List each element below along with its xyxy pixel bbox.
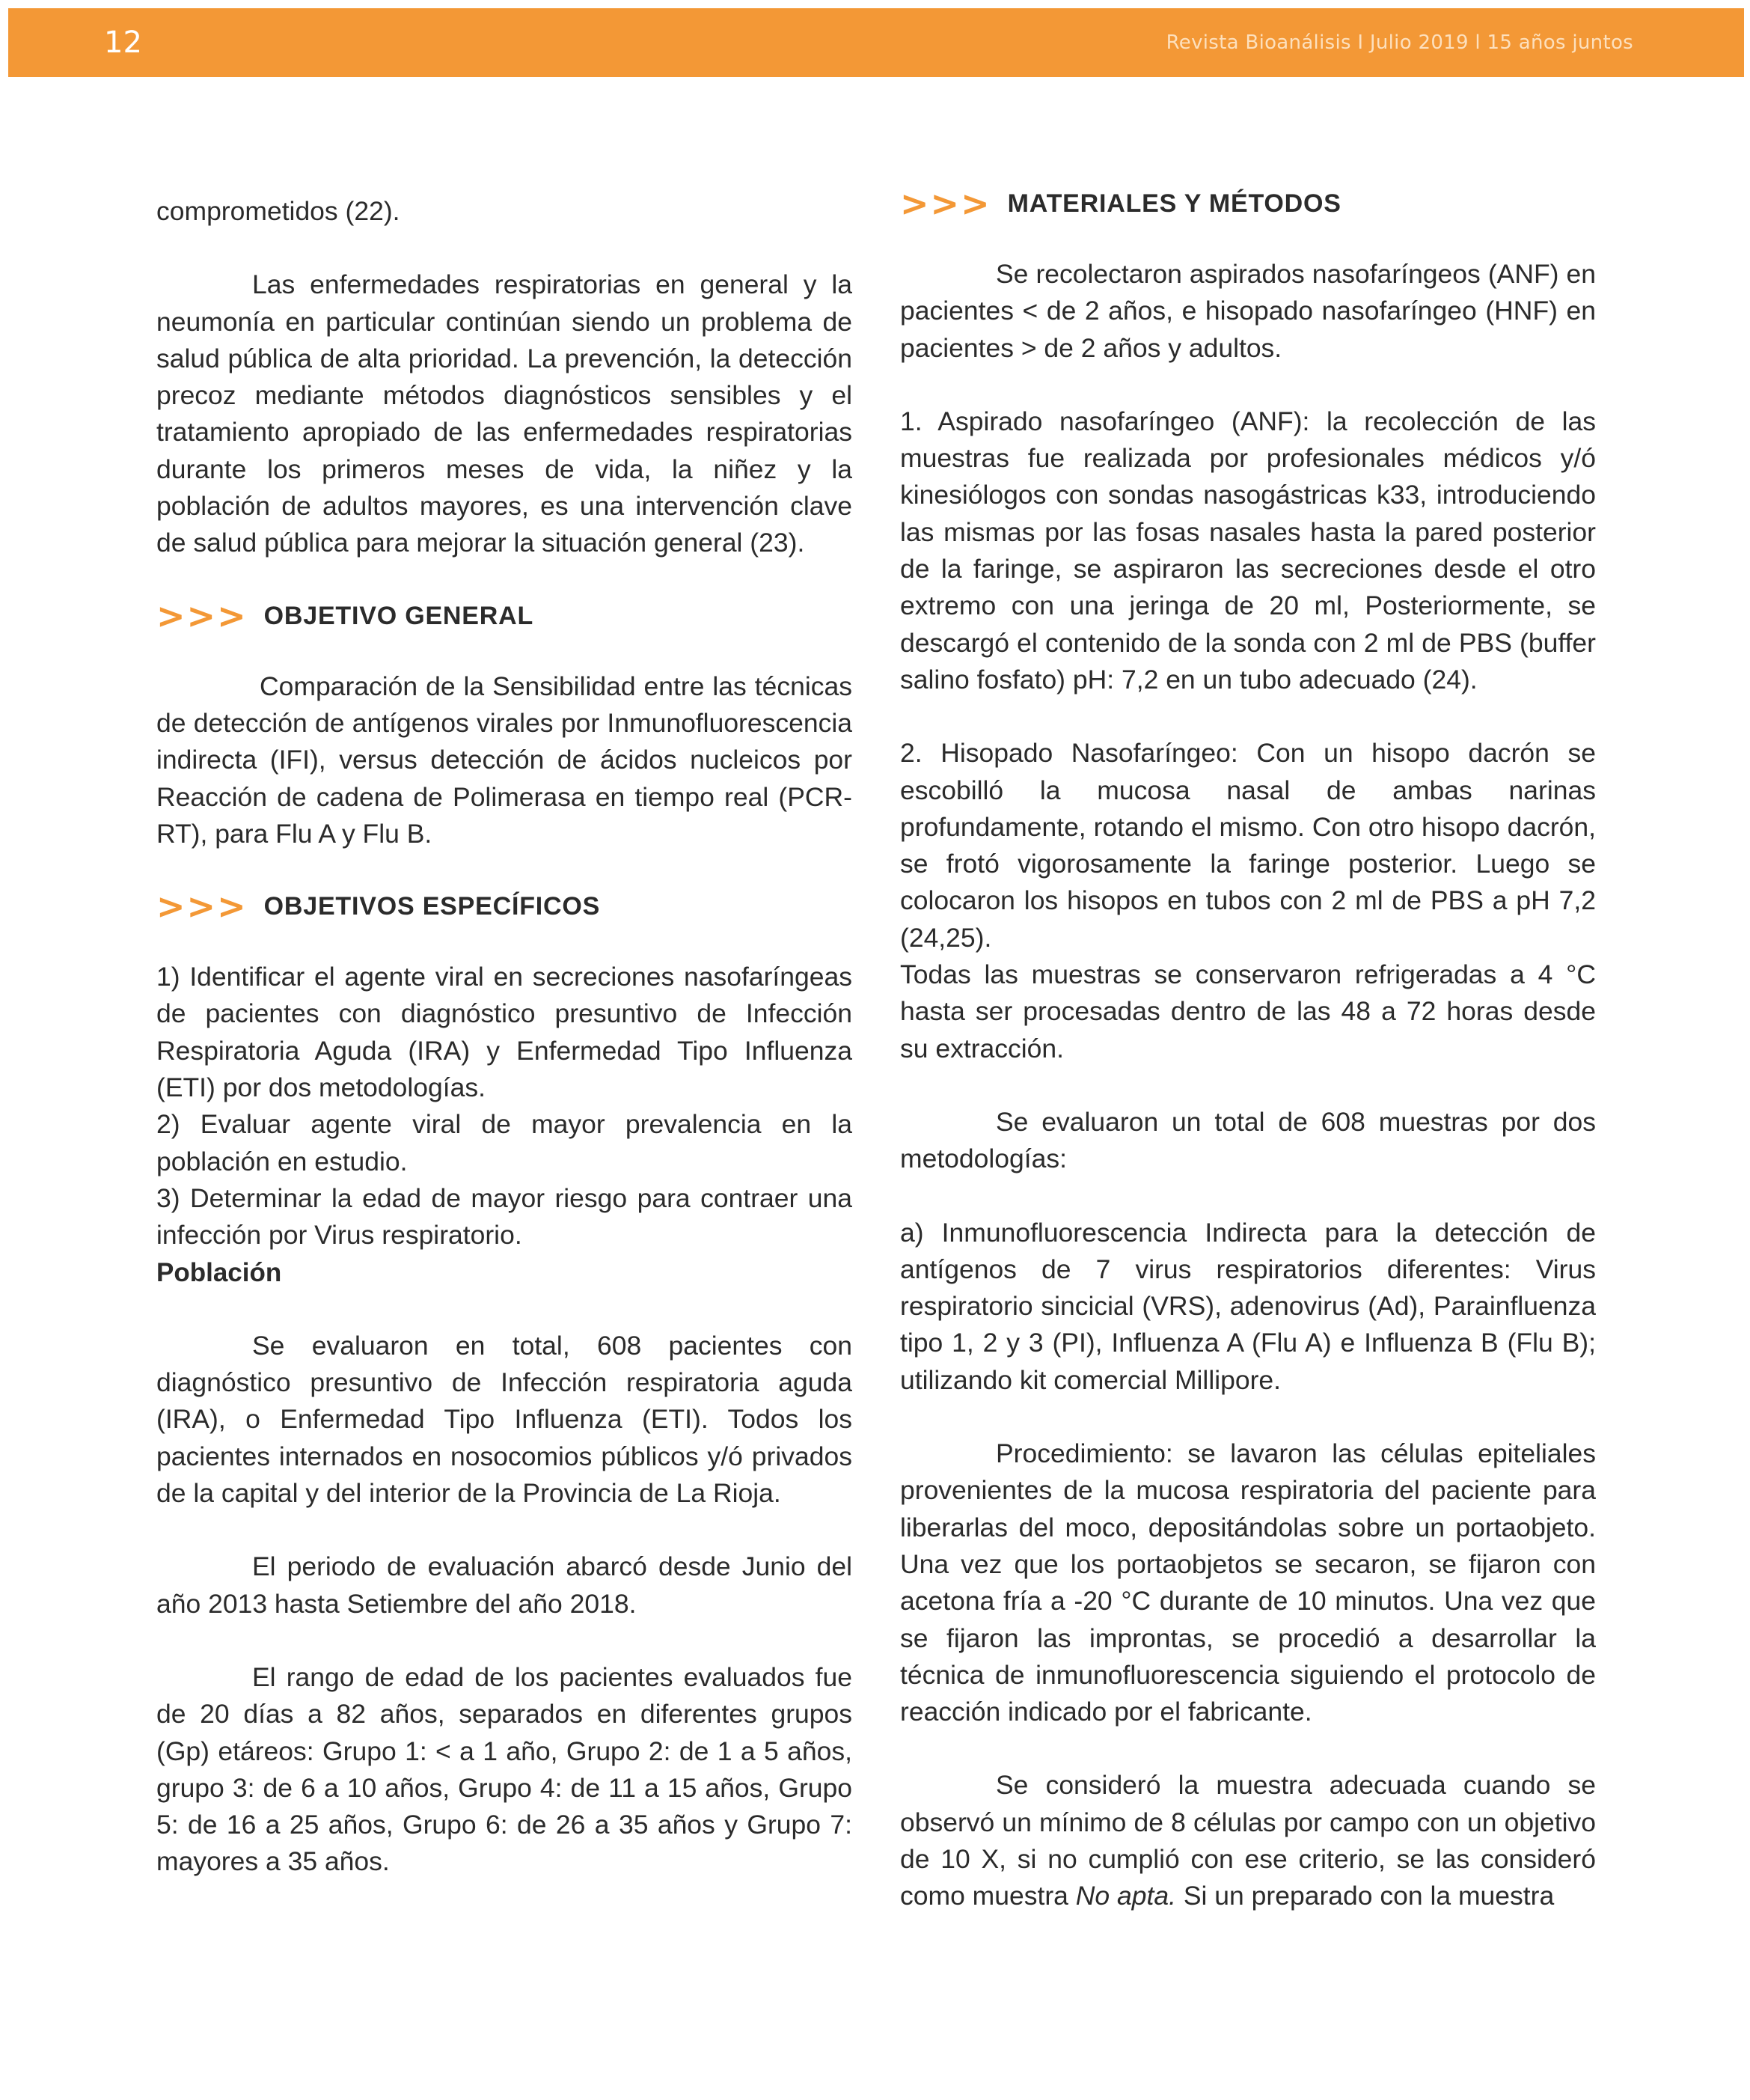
section-title: OBJETIVO GENERAL: [263, 601, 534, 630]
section-heading-methods: [900, 183, 1596, 225]
paragraph-procedimiento: Procedimiento: se lavaron las células epiteliales provenientes de la mucosa respiratoria del paciente para liberarlas del moco, depositándolas sobre un portaobjeto. Una vez que los portaobjetos se secaron, se fijaron con acetona fría a -20 °C durante de 10 minutos. Una vez que se fijaron las improntas, se procedió a desarrollar la técnica de inmunofluorescencia siguiendo el protocolo de reacción indicado por el fabricante.: [900, 1438, 1596, 1727]
paragraph-conservacion: Todas las muestras se conservaron refrigeradas a 4 °C hasta ser procesadas dentro de las 48 a 72 horas desde su extracción.: [900, 959, 1596, 1063]
paragraph-ifi: a) Inmunofluorescencia Indirecta para la detección de antígenos de 7 virus respiratorios diferentes: Virus respiratorio sincicial (VRS), adenovirus (Ad), Parainfluenza tipo 1, 2 y 3 (PI), Influenza A (Flu A) e Influenza B (Flu B); utilizando kit comercial Millipore.: [900, 1217, 1596, 1395]
page-header: [8, 8, 1744, 77]
emphasis-no-apta: No apta.: [1075, 1881, 1176, 1911]
paragraph-poblacion: Se evaluaron en total, 608 pacientes con diagnóstico presuntivo de Infección respiratoria aguda (IRA), o Enfermedad Tipo Influenza (ETI). Todos los pacientes internados en nosocomios públicos y/ó privados de la capital y del interior de la Provincia de La Rioja.: [156, 1330, 852, 1509]
right-column: [900, 183, 1596, 1915]
paragraph-objective-general: Comparación de la Sensibilidad entre las técnicas de detección de antígenos virales por Inmunofluorescencia indirecta (IFI), versus detección de ácidos nucleicos por Reacción de cadena de Polimerasa en tiempo real (PCR-RT), para Flu A y Flu B.: [156, 671, 852, 849]
chevrons-icon: >>>: [900, 183, 991, 224]
chevrons-icon: >>>: [156, 595, 248, 636]
paragraph-muestra-adecuada: [900, 1767, 1596, 1914]
text-run: Si un preparado con la muestra: [1183, 1881, 1555, 1911]
section-title: MATERIALES Y MÉTODOS: [1007, 189, 1341, 218]
paragraph-hisopado: 2. Hisopado Nasofaríngeo: Con un hisopo dacrón se escobilló la mucosa nasal de ambas narinas profundamente, rotando el mismo. Con otro hisopo dacrón, se frotó vigorosamente la faringe posterior. Luego se colocaron los hisopos en tubos con 2 ml de PBS a pH 7,2 (24,25).: [900, 738, 1596, 953]
paragraph-aspirado: 1. Aspirado nasofaríngeo (ANF): la recolección de las muestras fue realizada por profesionales médicos y/ó kinesiólogos con sondas nasogástricas k33, introduciendo las mismas por las fosas nasales hasta la pared posterior de la faringe, se aspiraron las secreciones desde el otro extremo con una jeringa de 20 ml, Posteriormente, se descargó el contenido de la sonda con 2 ml de PBS (buffer salino fosfato) pH: 7,2 en un tubo adecuado (24).: [900, 406, 1596, 695]
paragraph-periodo: El periodo de evaluación abarcó desde Junio del año 2013 hasta Setiembre del año 2018.: [156, 1551, 852, 1619]
chevrons-icon: >>>: [156, 886, 248, 927]
paragraph-total-muestras: Se evaluaron un total de 608 muestras por dos metodologías:: [900, 1106, 1596, 1174]
paragraph-continuation: comprometidos (22).: [156, 196, 400, 226]
section-heading-general: [156, 595, 852, 637]
section-heading-specific: [156, 885, 852, 927]
objective-item: 1) Identificar el agente viral en secreciones nasofaríngeas de pacientes con diagnóstico presuntivo de Infección Respiratoria Aguda (IRA) y Enfermedad Tipo Influenza (ETI) por dos metodologías.: [156, 962, 852, 1103]
paragraph-recoleccion: Se recolectaron aspirados nasofaríngeos (ANF) en pacientes < de 2 años, e hisopado nasofaríngeo (HNF) en pacientes > de 2 años y adultos.: [900, 259, 1596, 363]
section-title: OBJETIVOS ESPECÍFICOS: [263, 892, 601, 921]
left-column: [156, 193, 852, 1881]
paragraph-intro: Las enfermedades respiratorias en general y la neumonía en particular continúan siendo un problema de salud pública de alta prioridad. La prevención, la detección precoz mediante métodos diagnósticos sensibles y el tratamiento apropiado de las enfermedades respiratorias durante los primeros meses de vida, la niñez y la población de adultos mayores, es una intervención clave de salud pública para mejorar la situación general (23).: [156, 269, 852, 558]
paragraph-rango: El rango de edad de los pacientes evaluados fue de 20 días a 82 años, separados en diferentes grupos (Gp) etáreos: Grupo 1: < a 1 año, Grupo 2: de 1 a 5 años, grupo 3: de 6 a 10 años, Grupo 4: de 11 a 15 años, Grupo 5: de 16 a 25 años, Grupo 6: de 26 a 35 años y Grupo 7: mayores a 35 años.: [156, 1661, 852, 1877]
subheading-poblacion: Población: [156, 1257, 282, 1287]
text-run: Se consideró la muestra adecuada cuando se observó un mínimo de 8 células por campo con un objetivo de 10 X, si no cumplió con ese criterio, se las consideró como muestra: [900, 1770, 1596, 1911]
publication-title: Revista Bioanálisis I Julio 2019 l 15 años juntos: [1166, 31, 1633, 54]
objective-item: 2) Evaluar agente viral de mayor prevalencia en la población en estudio.: [156, 1109, 852, 1176]
objective-item: 3) Determinar la edad de mayor riesgo para contraer una infección por Virus respiratorio.: [156, 1182, 852, 1251]
page-number: 12: [104, 25, 142, 60]
